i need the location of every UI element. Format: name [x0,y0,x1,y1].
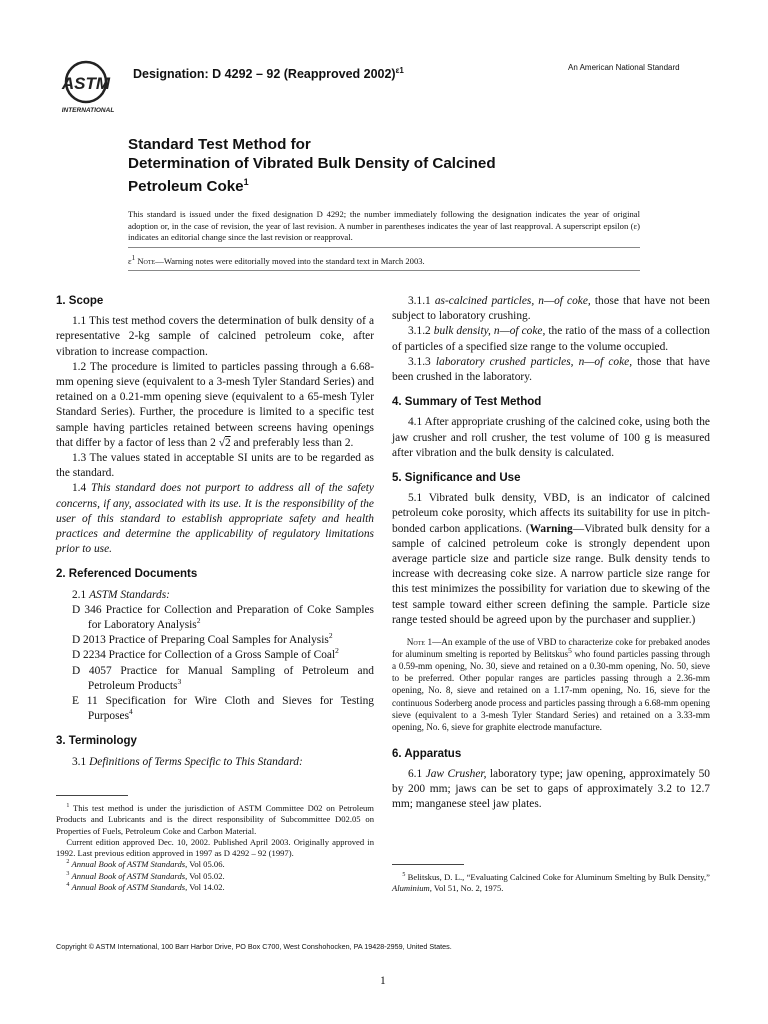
title-line-2: Determination of Vibrated Bulk Density of Calcined [128,155,496,172]
astm-logo [58,56,122,116]
term-definition: the ratio of the mass of a collection of particles of a specified size range to the volume occupied. [392,325,710,353]
reference-text: D 346 Practice for Collection and Preparation of Coke Samples for Laboratory Analysis [71,603,374,632]
designation [133,66,404,81]
term-3-1-3 [392,355,710,385]
paragraph-number: 3.1.2 [407,325,431,338]
note-text: who found particles passing through a 0.59-mm opening, No. 30, sieve and retained on a 0.30-mm opening, No. 50, sieve to be preferred. Other popular ranges are particles passing through a 2.36-mm opening, No. 8, sieve and retained on a 1.17-mm opening, No. 16, sieve for the continuous Soderberg anode process and particles passing through a 6.68-mm opening sieve (equivalent to a 3-mesh Tyler Standard Series) and retained on a 3.33-mm opening, No. 6, sieve for graphite electrode manufacture. [392,649,711,732]
paragraph-1-4 [56,481,374,557]
epsilon-note-label: Note [137,255,156,266]
footnote-text: Belitskus, D. L., “Evaluating Calcined Coke for Aluminum Smelting by Bulk Density,” [407,872,710,882]
epsilon-mark: ε [128,255,132,266]
footnote-2: $^2$ Annual Book of ASTM Standards, Vol 05.06. [66,859,225,870]
note-1 [392,636,710,733]
footnote-mark: 2 [328,631,333,641]
title-line-1: Standard Test Method for [128,136,311,153]
paragraph-text: —Vibrated bulk density for a sample of calcined petroleum coke is strongly dependent upon average particle size and particle size range. Bulk density tends to increase with decreasing coke size. A narrow particle size range for this test minimizes the possibility for variation due to skewing of the test sample toward either screen defining the sample. Particle size range tested should be agreed upon by the purchaser and supplier.) [392,522,710,626]
paragraph-1-3: 1.3 The values stated in acceptable SI units are to be regarded as the standard. [56,452,374,480]
footnote-1: $^1$ This test method is under the jurisdiction of ASTM Committee D02 on Petroleum Products and Lubricants and is the direct responsibility of Subcommittee D02.05 on Properties of Fuels, Petroleum Coke and Carbon Material. [56,803,374,836]
warning-label: Warning [529,522,573,535]
reference-text: D 2234 Practice for Collection of a Gross Sample of Coal [71,649,336,662]
footnote-4: $^4$ Annual Book of ASTM Standards, Vol 14.02. [66,882,225,893]
reference-text: D 2013 Practice of Preparing Coal Samples for Analysis [71,634,329,647]
paragraph-3-1 [56,755,374,770]
divider [128,270,640,271]
reference-text: E 11 Specification for Wire Cloth and Sieves for Testing Purposes [71,695,374,723]
footnote-mark: 5 [568,646,572,656]
footnote-mark: 2 [196,616,201,626]
document-title [128,135,688,196]
paragraph-number: 3.1 [71,755,87,768]
reference-item [56,648,374,663]
designation-sup: ε1 [395,66,404,75]
footnote-source: Annual Book of ASTM Standards [71,882,186,893]
section-heading: 1. Scope [56,295,104,307]
section-heading: 3. Terminology [56,735,137,748]
preamble: This standard is issued under the fixed designation D 4292; the number immediately following the designation indicates the year of original adoption or, in the case of revision, the year of last revision. A number in parentheses indicates the year of last reapproval. A superscript epsilon (ε) indicates an editorial change since the last revision or reapproval. [128,209,640,243]
footnote-mark: 2 [335,646,339,656]
paragraph-2-1 [56,588,374,603]
footnotes-right [392,872,710,895]
paragraph-1-2-end: and preferably less than 2. [233,436,354,449]
footnote-text: This test method is under the jurisdiction of ASTM Committee D02 on Petroleum Products and Lubricants and is the direct responsibility of Subcommittee D02.05 on Properties of Fuels, Petroleum Coke and Carbon Material. [56,803,374,836]
reference-item [56,633,374,648]
note-text: 1—An example of the use of VBD to characterize coke for prebaked anodes for aluminum smelting is reported by Belitskus [392,637,710,660]
divider [128,247,640,248]
epsilon-note-text: —Warning notes were editorially moved into the standard text in March 2003. [155,255,425,266]
logo-subtext: INTERNATIONAL [61,107,115,114]
reference-item [56,664,374,694]
paragraph-4-1: 4.1 After appropriate crushing of the calcined coke, using both the jaw crusher and roll crusher, the test volume of 100 g is measured after vibration and the bulk density is calculated. [392,416,710,459]
footnote-volume: , Vol 05.02. [185,870,225,881]
page-number: 1 [380,975,386,987]
footnote-source: Annual Book of ASTM Standards [71,859,186,870]
section-heading: 5. Significance and Use [392,472,521,485]
note-label: Note [406,637,426,648]
safety-statement: This standard does not purport to address all of the safety concerns, if any, associated with its use. It is the responsibility of the user of this standard to establish appropriate safety and health practices and determine the applicability of regulatory limitations prior to use. [56,482,374,556]
footnote-divider [56,795,128,796]
designation-text: Designation: D 4292 – 92 (Reapproved 2002) [133,67,396,82]
paragraph-number: 2.1 [71,588,87,601]
paragraph-1-2-text: 1.2 The procedure is limited to particles passing through a 6.68-mm opening sieve (equivalent to a 3-mesh Tyler Standard Series) and retained on a 0.21-mm opening sieve (equivalent to a 65-mesh Tyler Standard Series). Further, the procedure is limited to a specific test sample having particles retained between screens having openings that differ by a factor of less than 2 [56,360,374,449]
term-definition: those that have been crushed in the laboratory. [392,355,710,384]
sqrt-value: 2 [224,436,231,449]
right-column [392,294,710,813]
epsilon-sup: 1 [131,254,136,262]
epsilon-note [128,254,640,266]
paragraph-text: 5.1 Vibrated bulk density, VBD, is an indicator of calcined petroleum coke porosity, which affects its suitability for use in pitch-bonded carbon applications. ( [392,492,710,535]
footnotes-left [56,803,374,893]
national-standard-label: An American National Standard [568,63,680,72]
reference-item [56,603,374,633]
paragraph-6-1 [392,767,710,813]
title-line-3-text: Petroleum Coke [128,178,244,196]
footnote-source: Annual Book of ASTM Standards [71,870,186,881]
footnote-text: , Vol 51, No. 2, 1975. [429,883,504,894]
paragraph-number: 3.1.3 [407,355,431,368]
term: laboratory crushed particles, n—of coke, [435,355,633,368]
footnote-3: $^3$ Annual Book of ASTM Standards, Vol 05.02. [66,870,225,881]
reference-text: D 4057 Practice for Manual Sampling of Petroleum and Petroleum Products [71,664,374,692]
section-heading: 4. Summary of Test Method [392,396,542,409]
footnote-1b: Current edition approved Dec. 10, 2002. Published April 2003. Originally approved in 1992. Last previous edition approved in 1997 as D 4292 – 92 (1997). [56,836,374,859]
footnote-5: $^5$ Belitskus, D. L., “Evaluating Calcined Coke for Aluminum Smelting by Bulk Density,” Aluminium, Vol 51, No. 2, 1975. [392,872,710,894]
reference-item [56,694,374,724]
term-3-1-2 [392,324,710,354]
footnote-mark: 3 [177,677,182,687]
section-heading: 2. Referenced Documents [56,568,198,581]
section-heading: 6. Apparatus [392,747,462,760]
footnote-volume: , Vol 05.06. [185,859,225,870]
term-3-1-1 [392,294,710,324]
title-line-3 [128,173,688,196]
paragraph-number: 3.1.1 [407,295,431,307]
title-footnote-mark: 1 [243,177,249,187]
footnote-volume: , Vol 14.02. [185,882,225,893]
footnote-mark: 4 [129,707,133,717]
paragraph-1-1: 1.1 This test method covers the determination of bulk density of a representative 2-kg sample of calcined petroleum coke, after vibration to increase compaction. [56,315,374,358]
term: as-calcined particles, n—of coke, [434,295,591,307]
term: bulk density, n—of coke, [433,325,546,338]
paragraph-number: 1.4 [71,482,87,495]
footnote-journal: Aluminium [392,883,430,894]
term-definition: those that have not been subject to laboratory crushing. [392,295,710,323]
footnote-divider [392,864,464,865]
definitions-label: Definitions of Terms Specific to This Standard: [89,755,303,768]
left-column [56,294,374,770]
paragraph-5-1 [392,491,710,628]
paragraph-number: 6.1 [407,768,423,781]
paragraph-text: laboratory type; jaw opening, approximately 50 by 200 mm; jaws can be set to gaps of approximately 3.2 to 12.7 mm; manganese steel jaw plates. [392,768,710,811]
logo-text: ASTM [61,74,111,93]
paragraph-1-2: 1.2 The procedure is limited to particles passing through a 6.68-mm opening sieve (equivalent to a 3-mesh Tyler Standard Series) and retained on a 0.21-mm opening sieve (equivalent to a 65-mesh Tyler Standard Series). Further, the procedure is limited to a specific test sample having particles retained between screens having openings that differ by a factor of less than 2 √2 and preferably less than 2. [56,360,374,449]
term: Jaw Crusher, [425,768,487,781]
astm-standards-label: ASTM Standards: [89,588,170,601]
copyright: Copyright © ASTM International, 100 Barr Harbor Drive, PO Box C700, West Conshohocken, PA 19428-2959, United States. [56,942,452,951]
